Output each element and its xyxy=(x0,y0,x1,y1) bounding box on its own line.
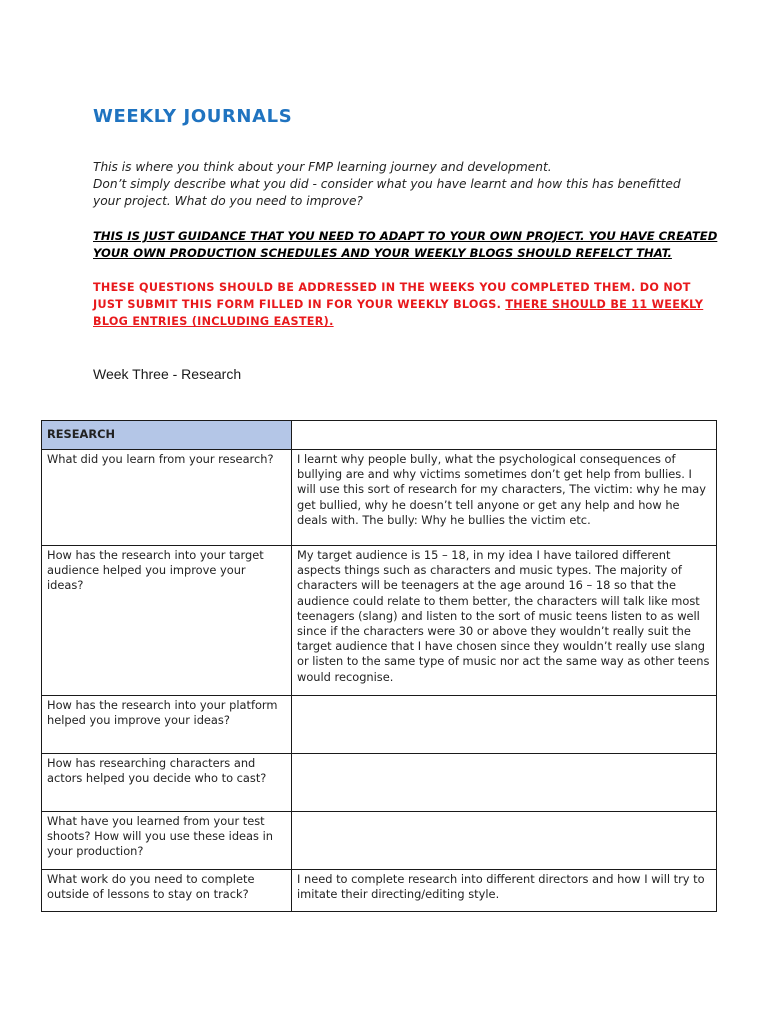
question-cell: How has the research into your platform helped you improve your ideas? xyxy=(42,696,292,754)
intro-text xyxy=(93,159,733,210)
table-header-label: RESEARCH xyxy=(42,421,292,450)
table-row xyxy=(42,546,717,696)
guidance-note: THIS IS JUST GUIDANCE THAT YOU NEED TO ADAPT TO YOUR OWN PROJECT. YOU HAVE CREATED YOUR OWN PRODUCTION SCHEDULES AND YOUR WEEKLY BLOGS SHOULD REFELCT THAT. xyxy=(93,229,718,260)
answer-cell[interactable] xyxy=(292,812,717,870)
question-cell: What work do you need to complete outside of lessons to stay on track? xyxy=(42,870,292,912)
intro-line: This is where you think about your FMP learning journey and development. xyxy=(93,160,552,174)
table-row xyxy=(42,450,717,546)
table-header-row xyxy=(42,421,717,450)
intro-line: your project. What do you need to improve? xyxy=(93,194,363,208)
table-row xyxy=(42,696,717,754)
table-row xyxy=(42,870,717,912)
answer-cell[interactable]: My target audience is 15 – 18, in my idea I have tailored different aspects things such as characters and music types. The majority of characters will be teenagers at the age around 16 – 18 so that the audience could relate to them better, the characters will talk like most teenagers (slang) and listen to the sort of music teens listen to as well since if the characters were 30 or above they wouldn’t really suit the target audience that I have chosen since they wouldn’t really use slang or listen to the same type of music nor act the same way as other teens would recognise. xyxy=(292,546,717,696)
document-title: WEEKLY JOURNALS xyxy=(93,106,293,127)
question-cell: What have you learned from your test shoots? How will you use these ideas in your production? xyxy=(42,812,292,870)
week-heading: Week Three - Research xyxy=(93,366,242,382)
answer-cell[interactable]: I need to complete research into different directors and how I will try to imitate their directing/editing style. xyxy=(292,870,717,912)
table-header-value[interactable] xyxy=(292,421,717,450)
table-row xyxy=(42,754,717,812)
warning-text: THESE QUESTIONS SHOULD BE ADDRESSED IN THE WEEKS YOU COMPLETED THEM. DO NOT JUST SUBMIT THIS FORM FILLED IN FOR YOUR WEEKLY BLOGS. xyxy=(93,281,691,311)
research-table xyxy=(41,420,717,912)
answer-cell[interactable] xyxy=(292,696,717,754)
table-row xyxy=(42,812,717,870)
question-cell: How has researching characters and actors helped you decide who to cast? xyxy=(42,754,292,812)
question-cell: How has the research into your target audience helped you improve your ideas? xyxy=(42,546,292,696)
answer-cell[interactable]: I learnt why people bully, what the psychological consequences of bullying are and why victims sometimes don’t get help from bullies. I will use this sort of research for my characters, The victim: why he may get bullied, why he doesn’t tell anyone or get any help and how he deals with. The bully: Why he bullies the victim etc. xyxy=(292,450,717,546)
intro-line: Don’t simply describe what you did - consider what you have learnt and how this has benefitted xyxy=(93,177,681,191)
warning-note xyxy=(93,279,713,330)
question-cell: What did you learn from your research? xyxy=(42,450,292,546)
warning-underlined-text: THERE SHOULD BE 11 WEEKLY BLOG ENTRIES (INCLUDING EASTER). xyxy=(93,298,704,328)
answer-cell[interactable] xyxy=(292,754,717,812)
